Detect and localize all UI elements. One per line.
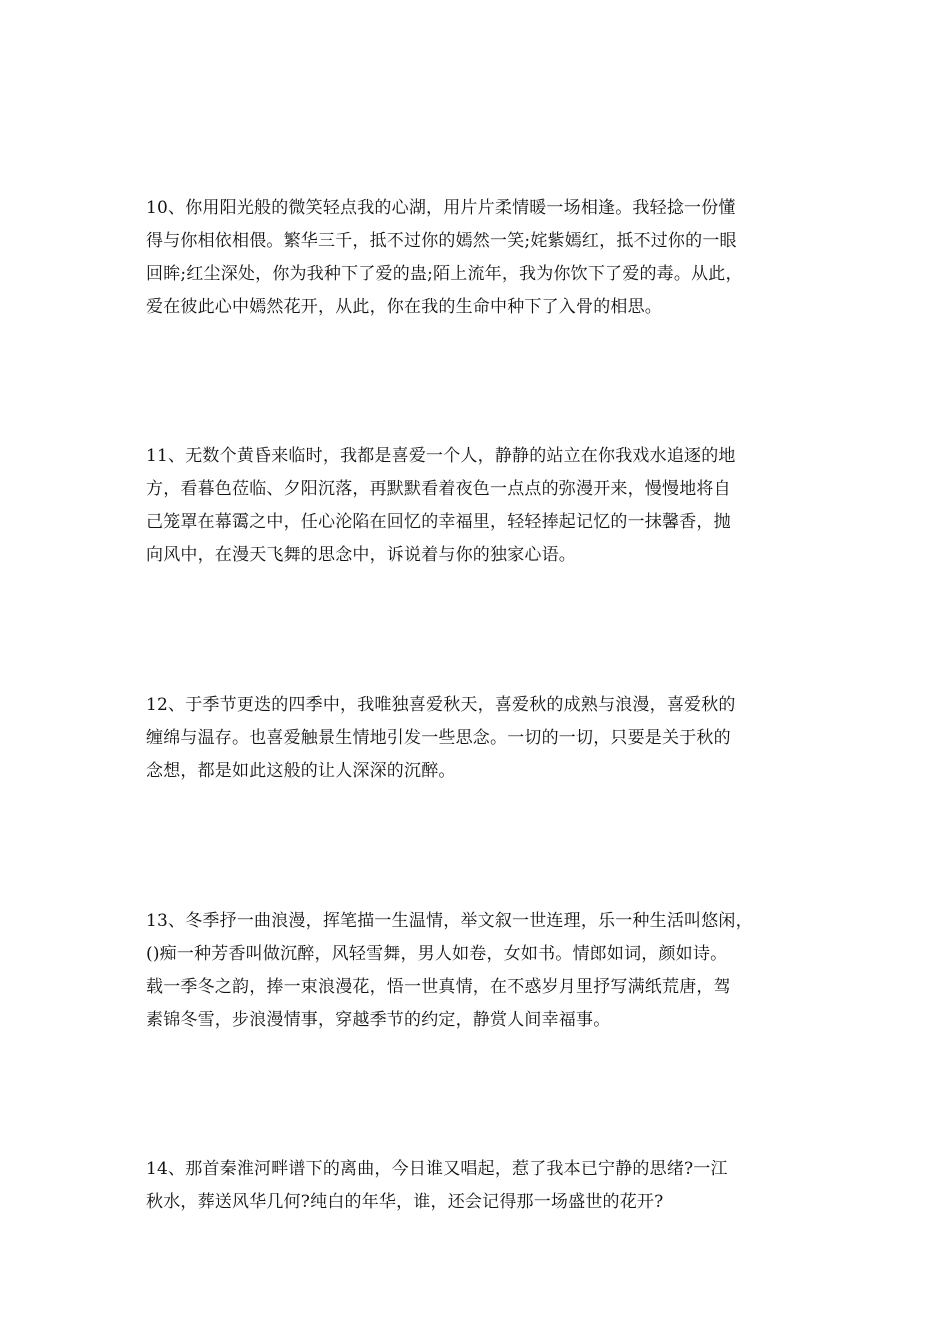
paragraph-13 (146, 905, 836, 1037)
paragraph-line: 得与你相依相偎。繁华三千，抵不过你的嫣然一笑;姹紫嫣红，抵不过你的一眼 (146, 231, 737, 251)
paragraph-line: 缠绵与温存。也喜爱触景生情地引发一些思念。一切的一切，只要是关于秋的 (146, 728, 731, 748)
paragraph-line: 12、于季节更迭的四季中，我唯独喜爱秋天，喜爱秋的成熟与浪漫，喜爱秋的 (146, 695, 736, 715)
paragraph-line: 爱在彼此心中嫣然花开，从此，你在我的生命中种下了入骨的相思。 (146, 297, 662, 317)
paragraph-line: 素锦冬雪，步浪漫情事，穿越季节的约定，静赏人间幸福事。 (146, 1010, 611, 1030)
paragraph-14 (146, 1153, 836, 1219)
paragraph-11 (146, 440, 836, 572)
paragraph-line: ()痴一种芳香叫做沉醉，风轻雪舞，男人如卷，女如书。情郎如词，颜如诗。 (146, 944, 728, 964)
paragraph-line: 11、无数个黄昏来临时，我都是喜爱一个人，静静的站立在你我戏水追逐的地 (146, 446, 736, 466)
paragraph-line: 14、那首秦淮河畔谱下的离曲，今日谁又唱起，惹了我本已宁静的思绪?一江 (146, 1159, 728, 1179)
paragraph-line: 方，看暮色莅临、夕阳沉落，再默默看着夜色一点点的弥漫开来，慢慢地将自 (146, 479, 731, 499)
paragraph-line: 向风中，在漫天飞舞的思念中，诉说着与你的独家心语。 (146, 545, 576, 565)
paragraph-10 (146, 192, 836, 324)
paragraph-line: 载一季冬之韵，捧一束浪漫花，悟一世真情，在不惑岁月里抒写满纸荒唐，驾 (146, 977, 731, 997)
paragraph-line: 13、冬季抒一曲浪漫，挥笔描一生温情，举文叙一世连理，乐一种生活叫悠闲， (146, 911, 753, 931)
paragraph-line: 念想，都是如此这般的让人深深的沉醉。 (146, 761, 456, 781)
paragraph-line: 回眸;红尘深处，你为我种下了爱的蛊;陌上流年，我为你饮下了爱的毒。从此， (146, 264, 743, 284)
paragraph-line: 己笼罩在幕霭之中，任心沦陷在回忆的幸福里，轻轻捧起记忆的一抹馨香，抛 (146, 512, 731, 532)
paragraph-line: 秋水，葬送风华几何?纯白的年华，谁，还会记得那一场盛世的花开? (146, 1192, 664, 1212)
paragraph-line: 10、你用阳光般的微笑轻点我的心湖，用片片柔情暖一场相逢。我轻捻一份懂 (146, 198, 736, 218)
paragraph-12 (146, 689, 836, 788)
